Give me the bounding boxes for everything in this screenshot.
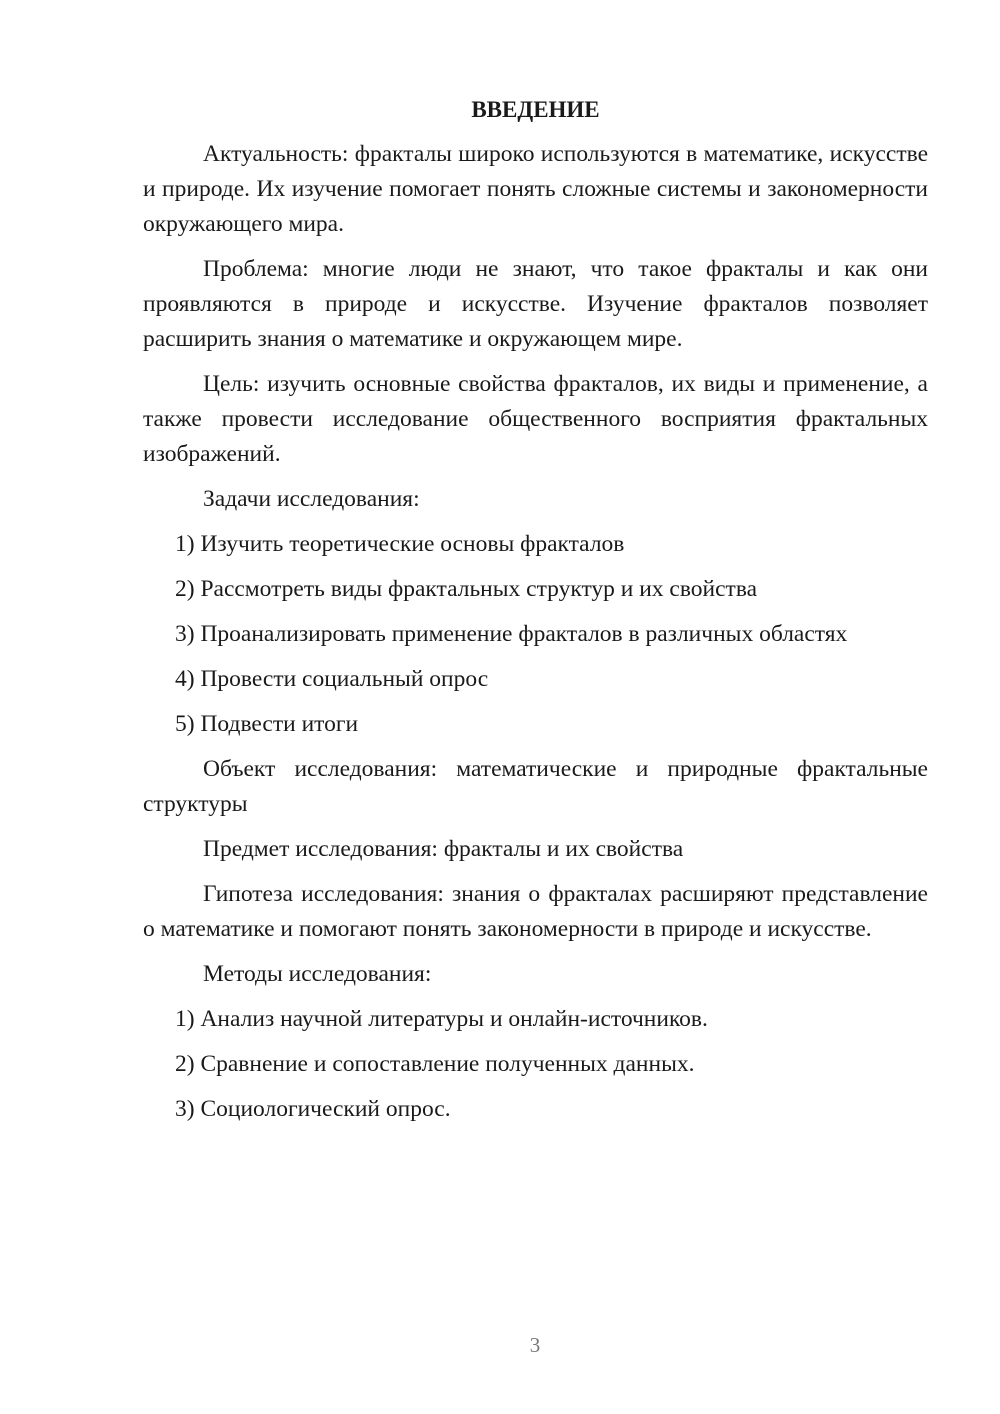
subject-paragraph: Предмет исследования: фракталы и их свойства (203, 836, 684, 862)
page-number: 3 (529, 1333, 541, 1357)
method-item: 1) Анализ научной литературы и онлайн-источников. (175, 1006, 708, 1032)
task-item: 3) Проанализировать применение фракталов в различных областях (175, 621, 848, 647)
method-item: 3) Социологический опрос. (175, 1096, 451, 1122)
task-item: 1) Изучить теоретические основы фракталов (175, 531, 625, 557)
page-content (143, 92, 928, 1137)
tasks-label: Задачи исследования: (203, 486, 420, 512)
hypothesis-paragraph: Гипотеза исследования: знания о фракталах расширяют представление о математике и помогают понять закономерности в природе и искусстве. (143, 881, 928, 942)
task-item: 2) Рассмотреть виды фрактальных структур и их свойства (175, 576, 758, 602)
methods-label: Методы исследования: (203, 961, 432, 987)
object-paragraph: Объект исследования: математические и природные фрактальные структуры (143, 756, 928, 817)
relevance-paragraph: Актуальность: фракталы широко используются в математике, искусстве и природе. Их изучение помогает понять сложные системы и закономерности окружающего мира. (143, 141, 928, 237)
method-item: 2) Сравнение и сопоставление полученных данных. (175, 1051, 695, 1077)
problem-paragraph: Проблема: многие люди не знают, что такое фракталы и как они проявляются в природе и искусстве. Изучение фракталов позволяет расширить знания о математике и окружающем мире. (143, 256, 928, 352)
task-item: 5) Подвести итоги (175, 711, 359, 737)
goal-paragraph: Цель: изучить основные свойства фракталов, их виды и применение, а также провести исследование общественного восприятия фрактальных изображений. (143, 371, 928, 467)
task-item: 4) Провести социальный опрос (175, 666, 489, 692)
section-heading: ВВЕДЕНИЕ (471, 97, 600, 122)
